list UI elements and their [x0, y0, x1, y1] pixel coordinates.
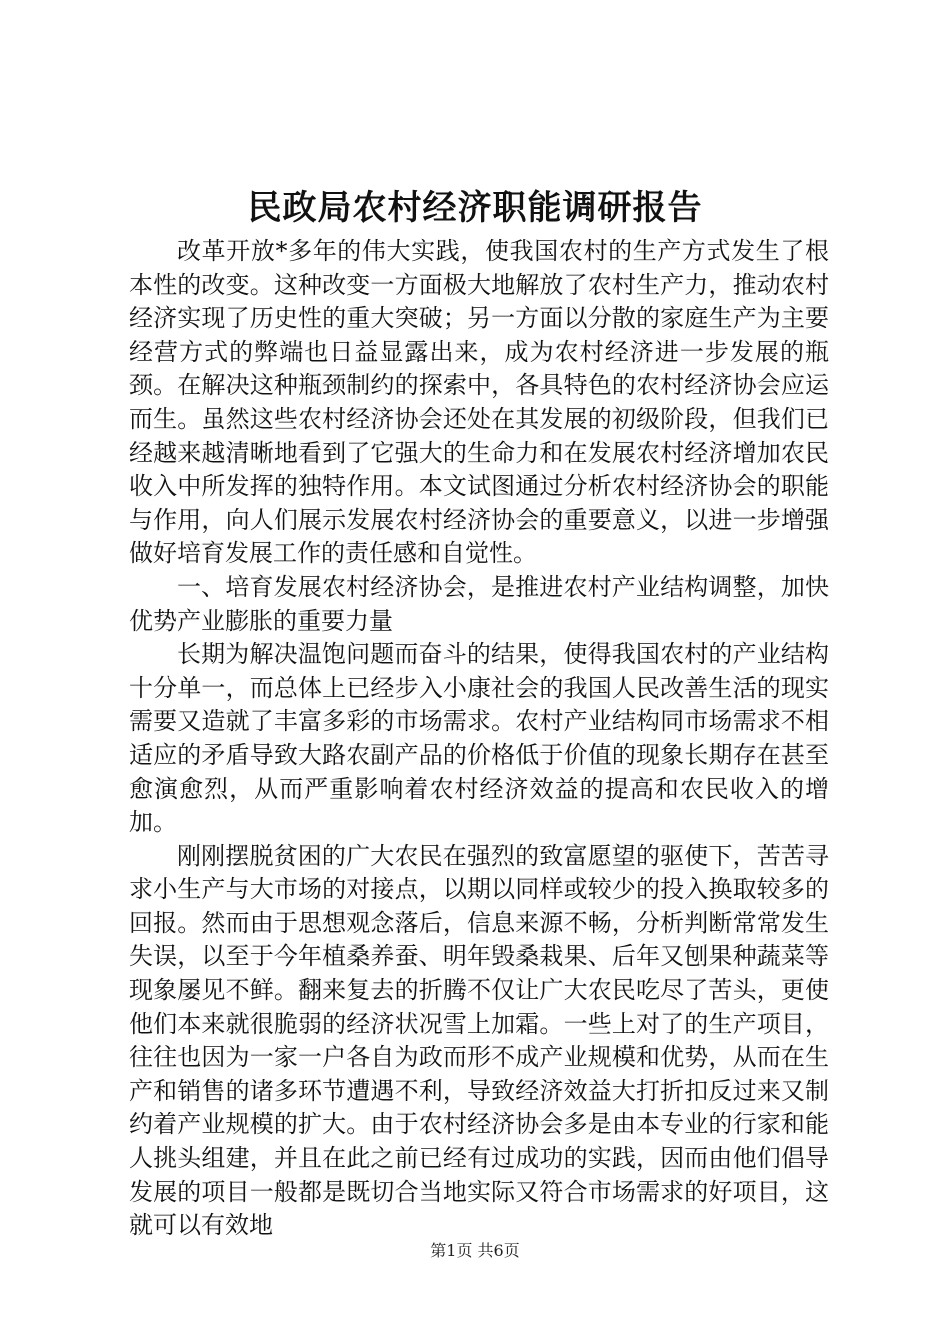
- document-body: [129, 235, 829, 1243]
- page-number-footer: 第1页 共6页: [430, 1241, 520, 1260]
- section-heading-1: 一、培育发展农村经济协会，是推进农村产业结构调整，加快优势产业膨胀的重要力量: [129, 572, 829, 635]
- document-title: 民政局农村经济职能调研报告: [247, 188, 703, 228]
- paragraph-farmers-market: 刚刚摆脱贫困的广大农民在强烈的致富愿望的驱使下，苦苦寻求小生产与大市场的对接点，以期以同样或较少的投入换取较多的回报。然而由于思想观念落后，信息来源不畅，分析判断常常发生失误，以至于今年植桑养蚕、明年毁桑栽果、后年又刨果种蔬菜等现象屡见不鲜。翻来复去的折腾不仅让广大农民吃尽了苦头，更使他们本来就很脆弱的经济状况雪上加霜。一些上对了的生产项目，往往也因为一家一户各自为政而形不成产业规模和优势，从而在生产和销售的诸多环节遭遇不利，导致经济效益大打折扣反过来又制约着产业规模的扩大。由于农村经济协会多是由本专业的行家和能人挑头组建，并且在此之前已经有过成功的实践，因而由他们倡导发展的项目一般都是既切合当地实际又符合市场需求的好项目，这就可以有效地: [129, 841, 829, 1240]
- paragraph-industry-structure: 长期为解决温饱问题而奋斗的结果，使得我国农村的产业结构十分单一，而总体上已经步入小康社会的我国人民改善生活的现实需要又造就了丰富多彩的市场需求。农村产业结构同市场需求不相适应的矛盾导致大路农副产品的价格低于价值的现象长期存在甚至愈演愈烈，从而严重影响着农村经济效益的提高和农民收入的增加。: [129, 640, 829, 837]
- paragraph-intro: 改革开放*多年的伟大实践，使我国农村的生产方式发生了根本性的改变。这种改变一方面极大地解放了农村生产力，推动农村经济实现了历史性的重大突破；另一方面以分散的家庭生产为主要经营方式的弊端也日益显露出来，成为农村经济进一步发展的瓶颈。在解决这种瓶颈制约的探索中，各具特色的农村经济协会应运而生。虽然这些农村经济协会还处在其发展的初级阶段，但我们已经越来越清晰地看到了它强大的生命力和在发展农村经济增加农民收入中所发挥的独特作用。本文试图通过分析农村经济协会的职能与作用，向人们展示发展农村经济协会的重要意义，以进一步增强做好培育发展工作的责任感和自觉性。: [129, 237, 829, 568]
